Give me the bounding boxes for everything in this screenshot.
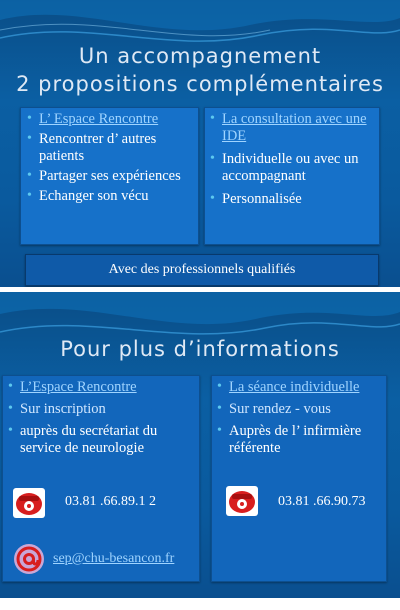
bullet-icon: • <box>27 131 32 146</box>
slide-accompagnement <box>0 0 400 287</box>
list-item: • Sur inscription <box>8 401 106 417</box>
email-link[interactable]: sep@chu-besancon.fr <box>53 551 175 566</box>
bullet-icon: • <box>217 401 222 416</box>
list-item[interactable]: • La consultation avec une IDE <box>210 111 367 144</box>
bullet-icon: • <box>217 379 222 394</box>
list-item: • Personnalisée <box>210 191 302 207</box>
phone-number: 03.81 .66.90.73 <box>278 494 366 509</box>
bullet-icon: • <box>8 379 13 394</box>
title-line-1: Un accompagnement <box>78 44 322 68</box>
bullet-icon: • <box>210 191 215 206</box>
list-item[interactable]: • L’Espace Rencontre <box>8 379 137 395</box>
title-informations: Pour plus d’informations <box>60 337 340 361</box>
bullet-icon: • <box>210 111 215 126</box>
list-item: • Rencontrer d’ autres patients <box>27 131 157 164</box>
bullet-icon: • <box>210 151 215 166</box>
bullet-icon: • <box>27 111 32 126</box>
title-line-2: 2 propositions complémentaires <box>16 72 384 96</box>
bullet-icon: • <box>217 423 222 438</box>
list-item: • auprès du secrétariat du service de neurologie <box>8 423 158 456</box>
panel-espace-rencontre <box>20 107 199 245</box>
list-item[interactable]: • L’ Espace Rencontre <box>27 111 159 127</box>
banner-professionnels: Avec des professionnels qualifiés <box>25 254 379 286</box>
telephone-icon <box>226 486 258 516</box>
list-item: • Auprès de l’ infirmière référente <box>217 423 362 456</box>
email-at-icon <box>13 543 45 575</box>
list-item: • Individuelle ou avec un accompagnant <box>210 151 359 184</box>
list-item: • Sur rendez - vous <box>217 401 331 417</box>
panel-consultation <box>204 107 380 245</box>
list-item: • Echanger son vécu <box>27 188 149 204</box>
bullet-icon: • <box>8 423 13 438</box>
panel-right-info <box>211 375 387 582</box>
slide-informations <box>0 292 400 598</box>
bullet-icon: • <box>8 401 13 416</box>
bullet-icon: • <box>27 188 32 203</box>
phone-number: 03.81 .66.89.1 2 <box>65 494 156 509</box>
bullet-icon: • <box>27 168 32 183</box>
list-item: • Partager ses expériences <box>27 168 181 184</box>
panel-left-info <box>2 375 200 582</box>
list-item[interactable]: • La séance individuelle <box>217 379 360 395</box>
telephone-icon <box>13 488 45 518</box>
